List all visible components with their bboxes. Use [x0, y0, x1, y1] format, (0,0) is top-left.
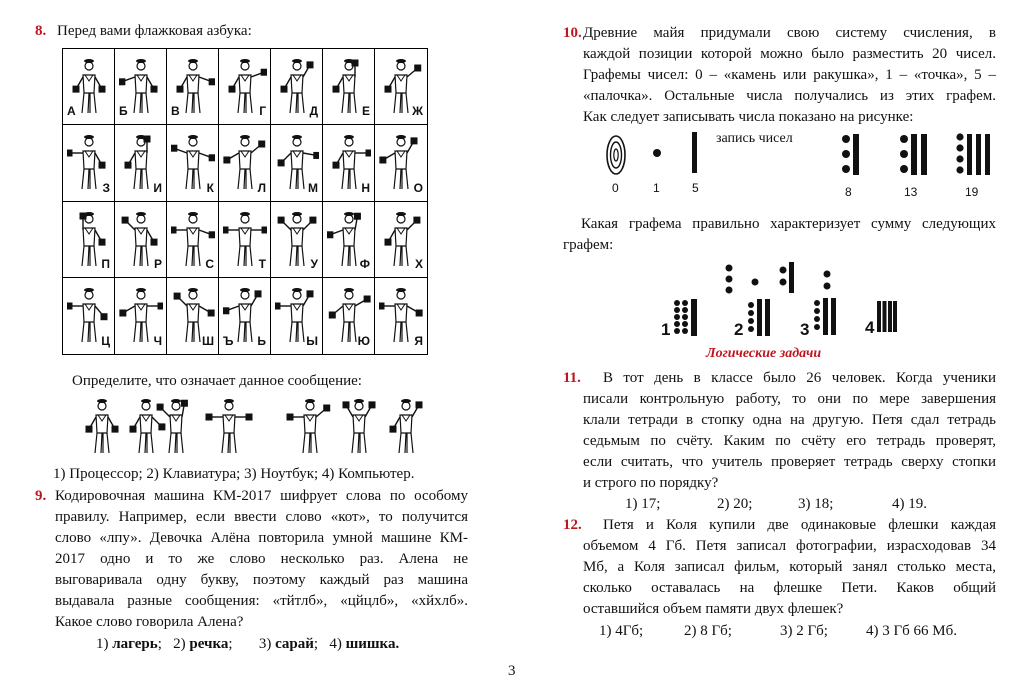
q9-option-num: 3) — [258, 636, 272, 652]
q10-line: Древние майя придумали свою систему счисления, в — [583, 25, 996, 41]
flag-letter: Х — [414, 256, 423, 271]
q11-line: седьмым по счёту. Каким по счёту его тетрадь проверят, — [583, 433, 996, 449]
q10-line: каждой позиции которой можно было разместить 20 чисел. — [583, 46, 996, 62]
q11-line: писали контрольную работу, то они по мере завершения — [583, 391, 996, 407]
q12-line: оставшийся объем памяти двух флешек? — [583, 601, 844, 617]
q10-question-line: графем: — [563, 237, 614, 253]
flag-cell — [323, 49, 375, 125]
q10-line: Как следует записывать числа показано на рисунке: — [583, 109, 914, 125]
q9-option-2: речка — [189, 636, 229, 652]
flag-cell — [63, 278, 115, 354]
q9-line: Кодировочная машина КМ-2017 шифрует слова по особому — [55, 488, 468, 504]
maya-addend-3-icon — [724, 264, 734, 294]
q11-option-4: 4) 19. — [892, 496, 927, 512]
flag-letter: О — [413, 180, 423, 195]
flag-letter: Ъ — [223, 334, 234, 348]
flag-letter: Ы — [306, 334, 318, 348]
q11-number: 11. — [563, 370, 581, 386]
maya-option-3-icon — [813, 298, 837, 336]
flag-letter: К — [206, 180, 214, 195]
flag-cell — [115, 125, 167, 201]
q9-option-num: 4) — [329, 636, 342, 652]
q11-text-first — [603, 368, 996, 389]
flag-cell — [115, 49, 167, 125]
flag-letter: Д — [309, 104, 318, 119]
message-figure-icon — [150, 393, 202, 455]
flag-letter: М — [308, 180, 318, 195]
flag-cell — [271, 202, 323, 278]
flag-letter: П — [101, 256, 110, 271]
flag-cell — [219, 49, 271, 125]
q9-line: Какое слово говорила Алена? — [55, 614, 244, 630]
flag-cell — [375, 202, 427, 278]
maya-dot-icon — [652, 148, 662, 158]
q12-option-2: 2) 8 Гб; — [684, 623, 732, 639]
glyph-label-5: 5 — [692, 181, 699, 195]
flag-cell — [115, 202, 167, 278]
flag-cell — [271, 125, 323, 201]
maya-option-1-icon — [673, 299, 699, 337]
q12-option-3: 3) 2 Гб; — [780, 623, 828, 639]
glyph-label-19: 19 — [965, 185, 979, 199]
maya-addend-7-icon — [779, 262, 795, 294]
q11-option-3: 3) 18; — [798, 496, 834, 512]
flag-cell — [63, 202, 115, 278]
flag-letter: Ч — [153, 334, 162, 348]
q12-line: Петя и Коля купили две одинаковые флешки каждая — [603, 517, 996, 533]
flag-cell — [323, 125, 375, 201]
q9-options: 1) лагерь; 2) речка; 3) сарай; 4) шишка. — [96, 636, 400, 652]
flag-cell — [167, 202, 219, 278]
flag-cell — [219, 125, 271, 201]
q11-line: если считать, что учитель проверяет тетрадь сверху стопки — [583, 454, 996, 470]
message-figure-icon — [284, 393, 336, 455]
flag-cell — [375, 125, 427, 201]
flag-letter: Е — [361, 104, 370, 119]
flag-cell — [167, 49, 219, 125]
q8-answers: 1) Процессор; 2) Клавиатура; 3) Ноутбук; 4) Компьютер. — [53, 466, 415, 482]
q12-number: 12. — [563, 517, 582, 533]
flag-cell — [323, 278, 375, 354]
q12-line: объемом 4 Гб. Петя записал фотографии, израсходовав 34 — [583, 538, 996, 554]
q9-line: 2017 одно и то же слово несколько раз. Алена не — [55, 551, 468, 567]
glyph-label-8: 8 — [845, 185, 852, 199]
maya-option-2-icon — [747, 299, 773, 337]
q10-text — [583, 44, 996, 128]
flag-cell — [167, 125, 219, 201]
glyph-label-13: 13 — [904, 185, 918, 199]
flag-cell — [271, 49, 323, 125]
q10-question-line: Какая графема правильно характеризует сумму следующих — [581, 216, 996, 232]
q11-text — [583, 389, 996, 494]
message-figure-icon — [333, 393, 385, 455]
q8-question: Определите, что означает данное сообщение: — [72, 373, 362, 389]
flag-cell — [219, 202, 271, 278]
q9-line: выдавала разные сообщения: «тйтлб», «цйцлб», «хйхлб». — [55, 593, 468, 609]
q9-line: выговаривала одну букву, поэтому каждый раз машина — [55, 572, 468, 588]
q12-line: Мб, а Коля записал фильм, который занял столько места, — [583, 559, 996, 575]
flag-cell — [375, 278, 427, 354]
option-label-1: 1 — [661, 320, 671, 339]
record-label: запись чисел — [716, 131, 793, 146]
glyph-label-0: 0 — [612, 181, 619, 195]
q8-number: 8. — [35, 23, 47, 39]
q9-line: слово «лпу». Девочка Алёна повторила умной машине КМ- — [55, 530, 468, 546]
q10-question — [581, 214, 996, 235]
option-label-4: 4 — [865, 318, 875, 337]
flag-letter: А — [67, 104, 76, 119]
flag-letter: Ф — [359, 256, 370, 271]
flag-letter: Б — [119, 104, 128, 119]
q11-line: и строго по порядку? — [583, 475, 719, 491]
q10-text-first — [583, 23, 996, 44]
q9-text — [55, 486, 468, 633]
flag-letter: Л — [257, 180, 266, 195]
maya-numerals-figure — [595, 128, 1005, 198]
flag-letter: Ш — [201, 334, 214, 348]
option-label-2: 2 — [734, 320, 744, 339]
message-figure-icon — [380, 393, 432, 455]
maya-bar-icon — [692, 132, 698, 174]
maya-number-19-icon — [955, 133, 997, 177]
flag-letter: И — [153, 180, 162, 195]
q12-option-4: 4) 3 Гб 66 Мб. — [866, 623, 958, 639]
q12-text-first — [603, 515, 996, 536]
flag-letter: Ц — [101, 334, 110, 348]
flag-letter: Н — [361, 180, 370, 195]
flag-cell — [323, 202, 375, 278]
logic-heading: Логические задачи — [706, 346, 822, 361]
maya-option-4-icon — [877, 301, 897, 333]
flag-cell — [63, 49, 115, 125]
flag-cell — [167, 278, 219, 354]
option-label-3: 3 — [800, 320, 810, 339]
q10-line: Графемы чисел: 0 – «камень или ракушка», 1 – «точка», 5 – — [583, 67, 996, 83]
flag-letter: Ь — [257, 334, 266, 348]
flag-letter: Г — [259, 104, 266, 119]
q9-option-num: 2) — [173, 636, 186, 652]
flag-letter: У — [310, 256, 318, 271]
q11-line: В тот день в классе было 26 человек. Когда ученики — [603, 370, 996, 386]
flag-cell — [63, 125, 115, 201]
maya-shell-icon — [605, 134, 627, 176]
flag-letter: В — [171, 104, 180, 119]
message-figure-icon — [203, 393, 255, 455]
glyph-label-1: 1 — [653, 181, 660, 195]
q10-number: 10. — [563, 25, 582, 41]
q9-option-num: 1) — [96, 636, 109, 652]
q9-option-3: сарай — [275, 636, 314, 652]
flag-cell — [219, 278, 271, 354]
q12-line: сколько оставалась на флешке Пети. Каков общий — [583, 580, 996, 596]
flag-cell — [115, 278, 167, 354]
maya-addend-2-icon — [823, 270, 831, 290]
flag-letter: Ж — [412, 104, 423, 119]
flag-cell — [271, 278, 323, 354]
q11-option-1: 1) 17; — [625, 496, 661, 512]
maya-number-13-icon — [899, 133, 929, 177]
q12-text — [583, 536, 996, 620]
q11-option-2: 2) 20; — [717, 496, 753, 512]
flag-letter: Т — [258, 256, 266, 271]
page-number: 3 — [508, 663, 516, 679]
flag-letter: Ю — [357, 334, 370, 348]
flag-letter: З — [102, 180, 110, 195]
flag-letter: Р — [153, 256, 162, 271]
q9-line: правилу. Например, если ввести слово «кот», то получится — [55, 509, 468, 525]
q9-option-1: лагерь — [112, 636, 158, 652]
q10-line: «палочка». Остальные числа получались из этих графем. — [583, 88, 996, 104]
flag-letter: Я — [414, 334, 423, 348]
q11-line: клали тетради в стопку одна на другую. Петя сдал тетрадь — [583, 412, 996, 428]
q9-option-4: шишка. — [345, 636, 400, 652]
flag-cell — [375, 49, 427, 125]
q8-prompt: Перед вами флажковая азбука: — [57, 23, 252, 39]
q12-option-1: 1) 4Гб; — [599, 623, 644, 639]
maya-addend-1-icon — [751, 278, 759, 286]
flag-letter: С — [205, 256, 214, 271]
maya-number-8-icon — [841, 133, 861, 177]
q9-number: 9. — [35, 488, 47, 504]
flag-alphabet-table — [62, 48, 428, 355]
